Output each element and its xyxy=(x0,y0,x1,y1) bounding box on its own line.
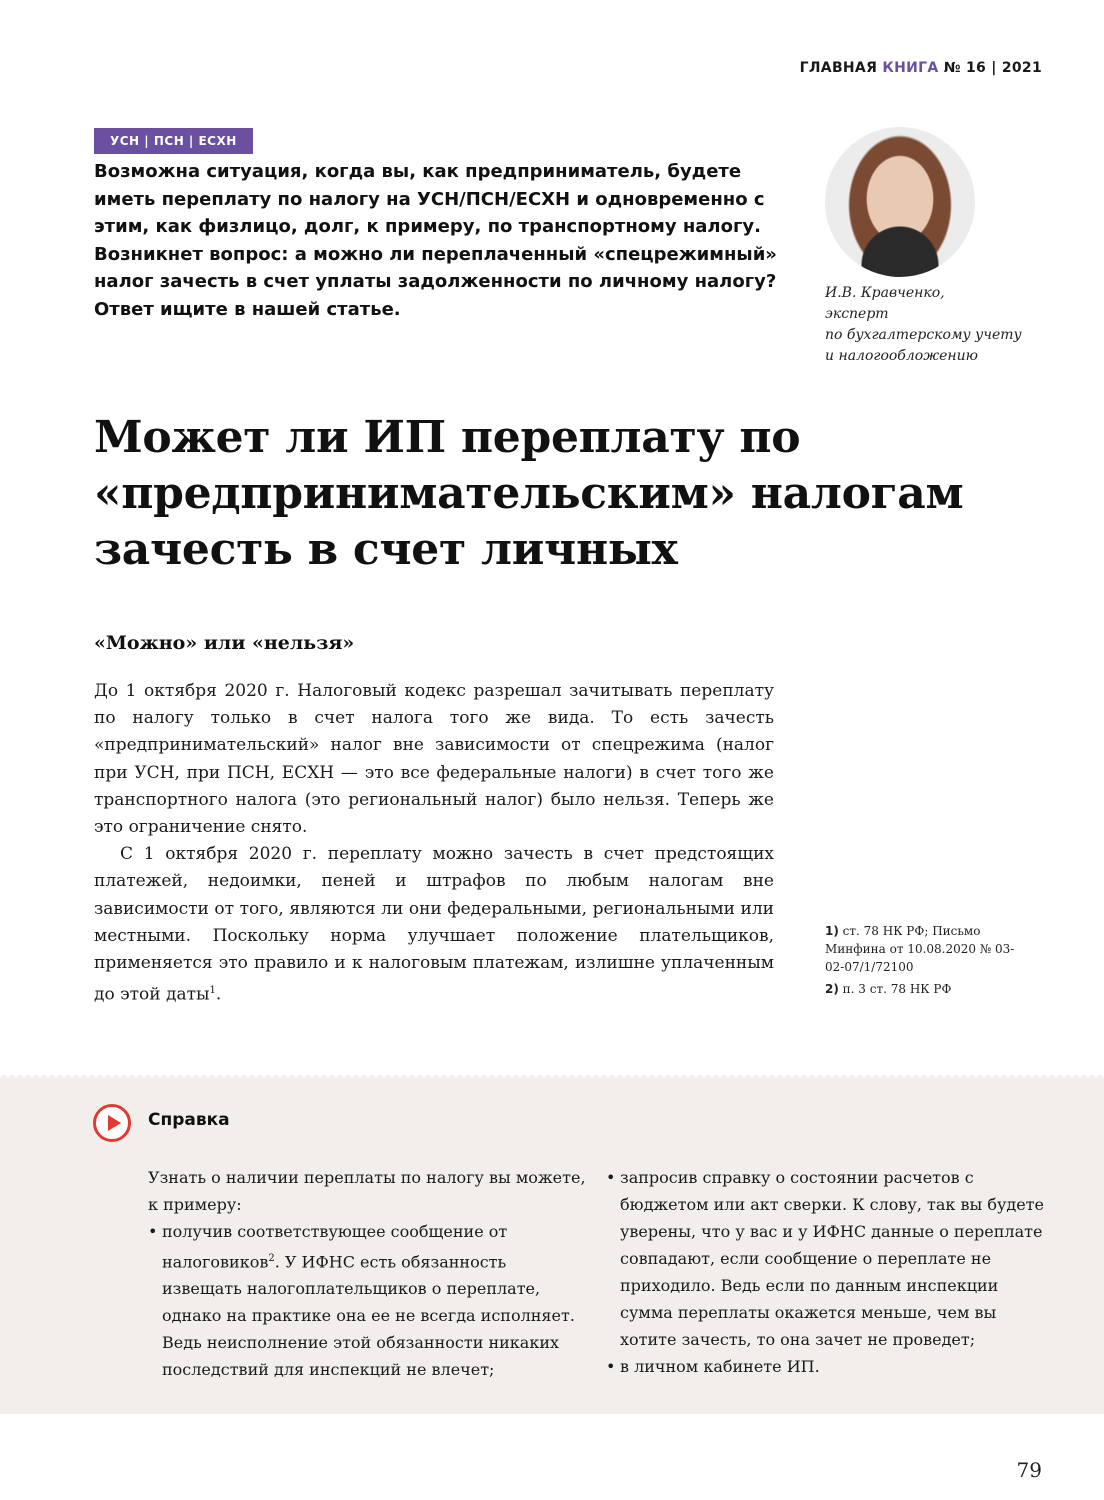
footnote-ref-1[interactable]: 1 xyxy=(209,985,216,997)
list-item-text: запросив справку о состоянии расчетов с бюджетом или акт сверки. К слову, так вы будете уверены, что у вас и у ИФНС данные о переплате совпадают, если сообщение о переплате не приходило. Ведь если по данным инспекции сумма переплаты окажется меньше, чем вы хотите зачесть, то она зачет не проведет; xyxy=(620,1168,1044,1349)
reference-intro: Узнать о наличии переплаты по налогу вы можете, к примеру: xyxy=(148,1168,586,1214)
list-item xyxy=(606,1164,1050,1353)
footnotes xyxy=(825,922,1015,998)
list-item-text: получив соответствующее сообщение от налоговиков xyxy=(162,1222,508,1272)
reference-column-right xyxy=(606,1164,1050,1380)
body-paragraph-2-text: С 1 октября 2020 г. переплату можно зачесть в счет предстоящих платежей, недоимки, пеней и штрафов по любым налогам вне зависимости от того, являются ли они федеральными, региональными или местными. Поскольку норма улучшает положение плательщиков, применяется это правило и к налоговым платежам, излишне уплаченным до этой даты xyxy=(94,844,774,1005)
author-caption xyxy=(825,283,1065,367)
author-role-line-1: эксперт xyxy=(825,306,889,322)
body-paragraph-2-end: . xyxy=(215,984,222,1005)
reference-box-title: Справка xyxy=(148,1110,230,1130)
body-paragraph-2 xyxy=(94,841,774,1009)
footnote-1 xyxy=(825,922,1015,976)
list-item xyxy=(606,1353,1050,1380)
footnote-2-text: п. 3 ст. 78 НК РФ xyxy=(842,982,952,996)
body-paragraph-1: До 1 октября 2020 г. Налоговый кодекс разрешал зачитывать переплату по налогу только в счет налога того же вида. То есть зачесть «предпринимательский» налог вне зависимости от спецрежима (налог при УСН, при ПСН, ЕСХН — это все федеральные налоги) в счет того же транспортного налога (это региональный налог) было нельзя. Теперь же это ограничение снято. xyxy=(94,681,774,838)
issue-number: № 16 | 2021 xyxy=(943,60,1042,76)
list-item xyxy=(148,1218,586,1383)
play-icon xyxy=(93,1104,131,1142)
article-body xyxy=(94,678,774,1009)
section-heading: «Можно» или «нельзя» xyxy=(94,632,355,654)
author-photo xyxy=(825,127,975,277)
bullet-marker: • xyxy=(148,1222,158,1241)
footnote-2 xyxy=(825,980,1015,998)
author-role-line-3: и налогообложению xyxy=(825,348,978,364)
author-role-line-2: по бухгалтерскому учету xyxy=(825,327,1022,343)
author-name: И.В. Кравченко, xyxy=(825,285,945,301)
list-item-text-rest: . У ИФНС есть обязанность извещать налогоплательщиков о переплате, однако на практике она ее не всегда исполняет. Ведь неисполнение этой обязанности никаких последствий для инспекций не влечет; xyxy=(162,1252,575,1380)
footnote-1-text: ст. 78 НК РФ; Письмо Минфина от 10.08.2020 № 03-02-07/1/72100 xyxy=(825,924,1015,974)
brand-accent: КНИГА xyxy=(882,60,939,76)
page-number: 79 xyxy=(1016,1458,1042,1482)
footnote-ref-2[interactable]: 2 xyxy=(268,1253,275,1264)
category-tag: УСН | ПСН | ЕСХН xyxy=(94,128,253,154)
reference-column-left xyxy=(148,1164,586,1383)
article-title: Может ли ИП переплату по «предпринимательским» налогам зачесть в счет личных xyxy=(94,412,964,575)
lead-paragraph: Возможна ситуация, когда вы, как предприниматель, будете иметь переплату по налогу на УСН/ПСН/ЕСХН и одновременно с этим, как физлицо, долг, к примеру, по транспортному налогу. Возникнет вопрос: а можно ли переплаченный «спецрежимный» налог зачесть в счет уплаты задолженности по личному налогу? Ответ ищите в нашей статье. xyxy=(94,161,777,320)
footnote-2-number: 2) xyxy=(825,982,839,996)
bullet-marker: • xyxy=(606,1357,616,1376)
footnote-1-number: 1) xyxy=(825,924,839,938)
brand-name: ГЛАВНАЯ xyxy=(799,60,878,76)
list-item-text: в личном кабинете ИП. xyxy=(620,1357,820,1376)
magazine-header xyxy=(800,60,1042,76)
bullet-marker: • xyxy=(606,1168,616,1187)
